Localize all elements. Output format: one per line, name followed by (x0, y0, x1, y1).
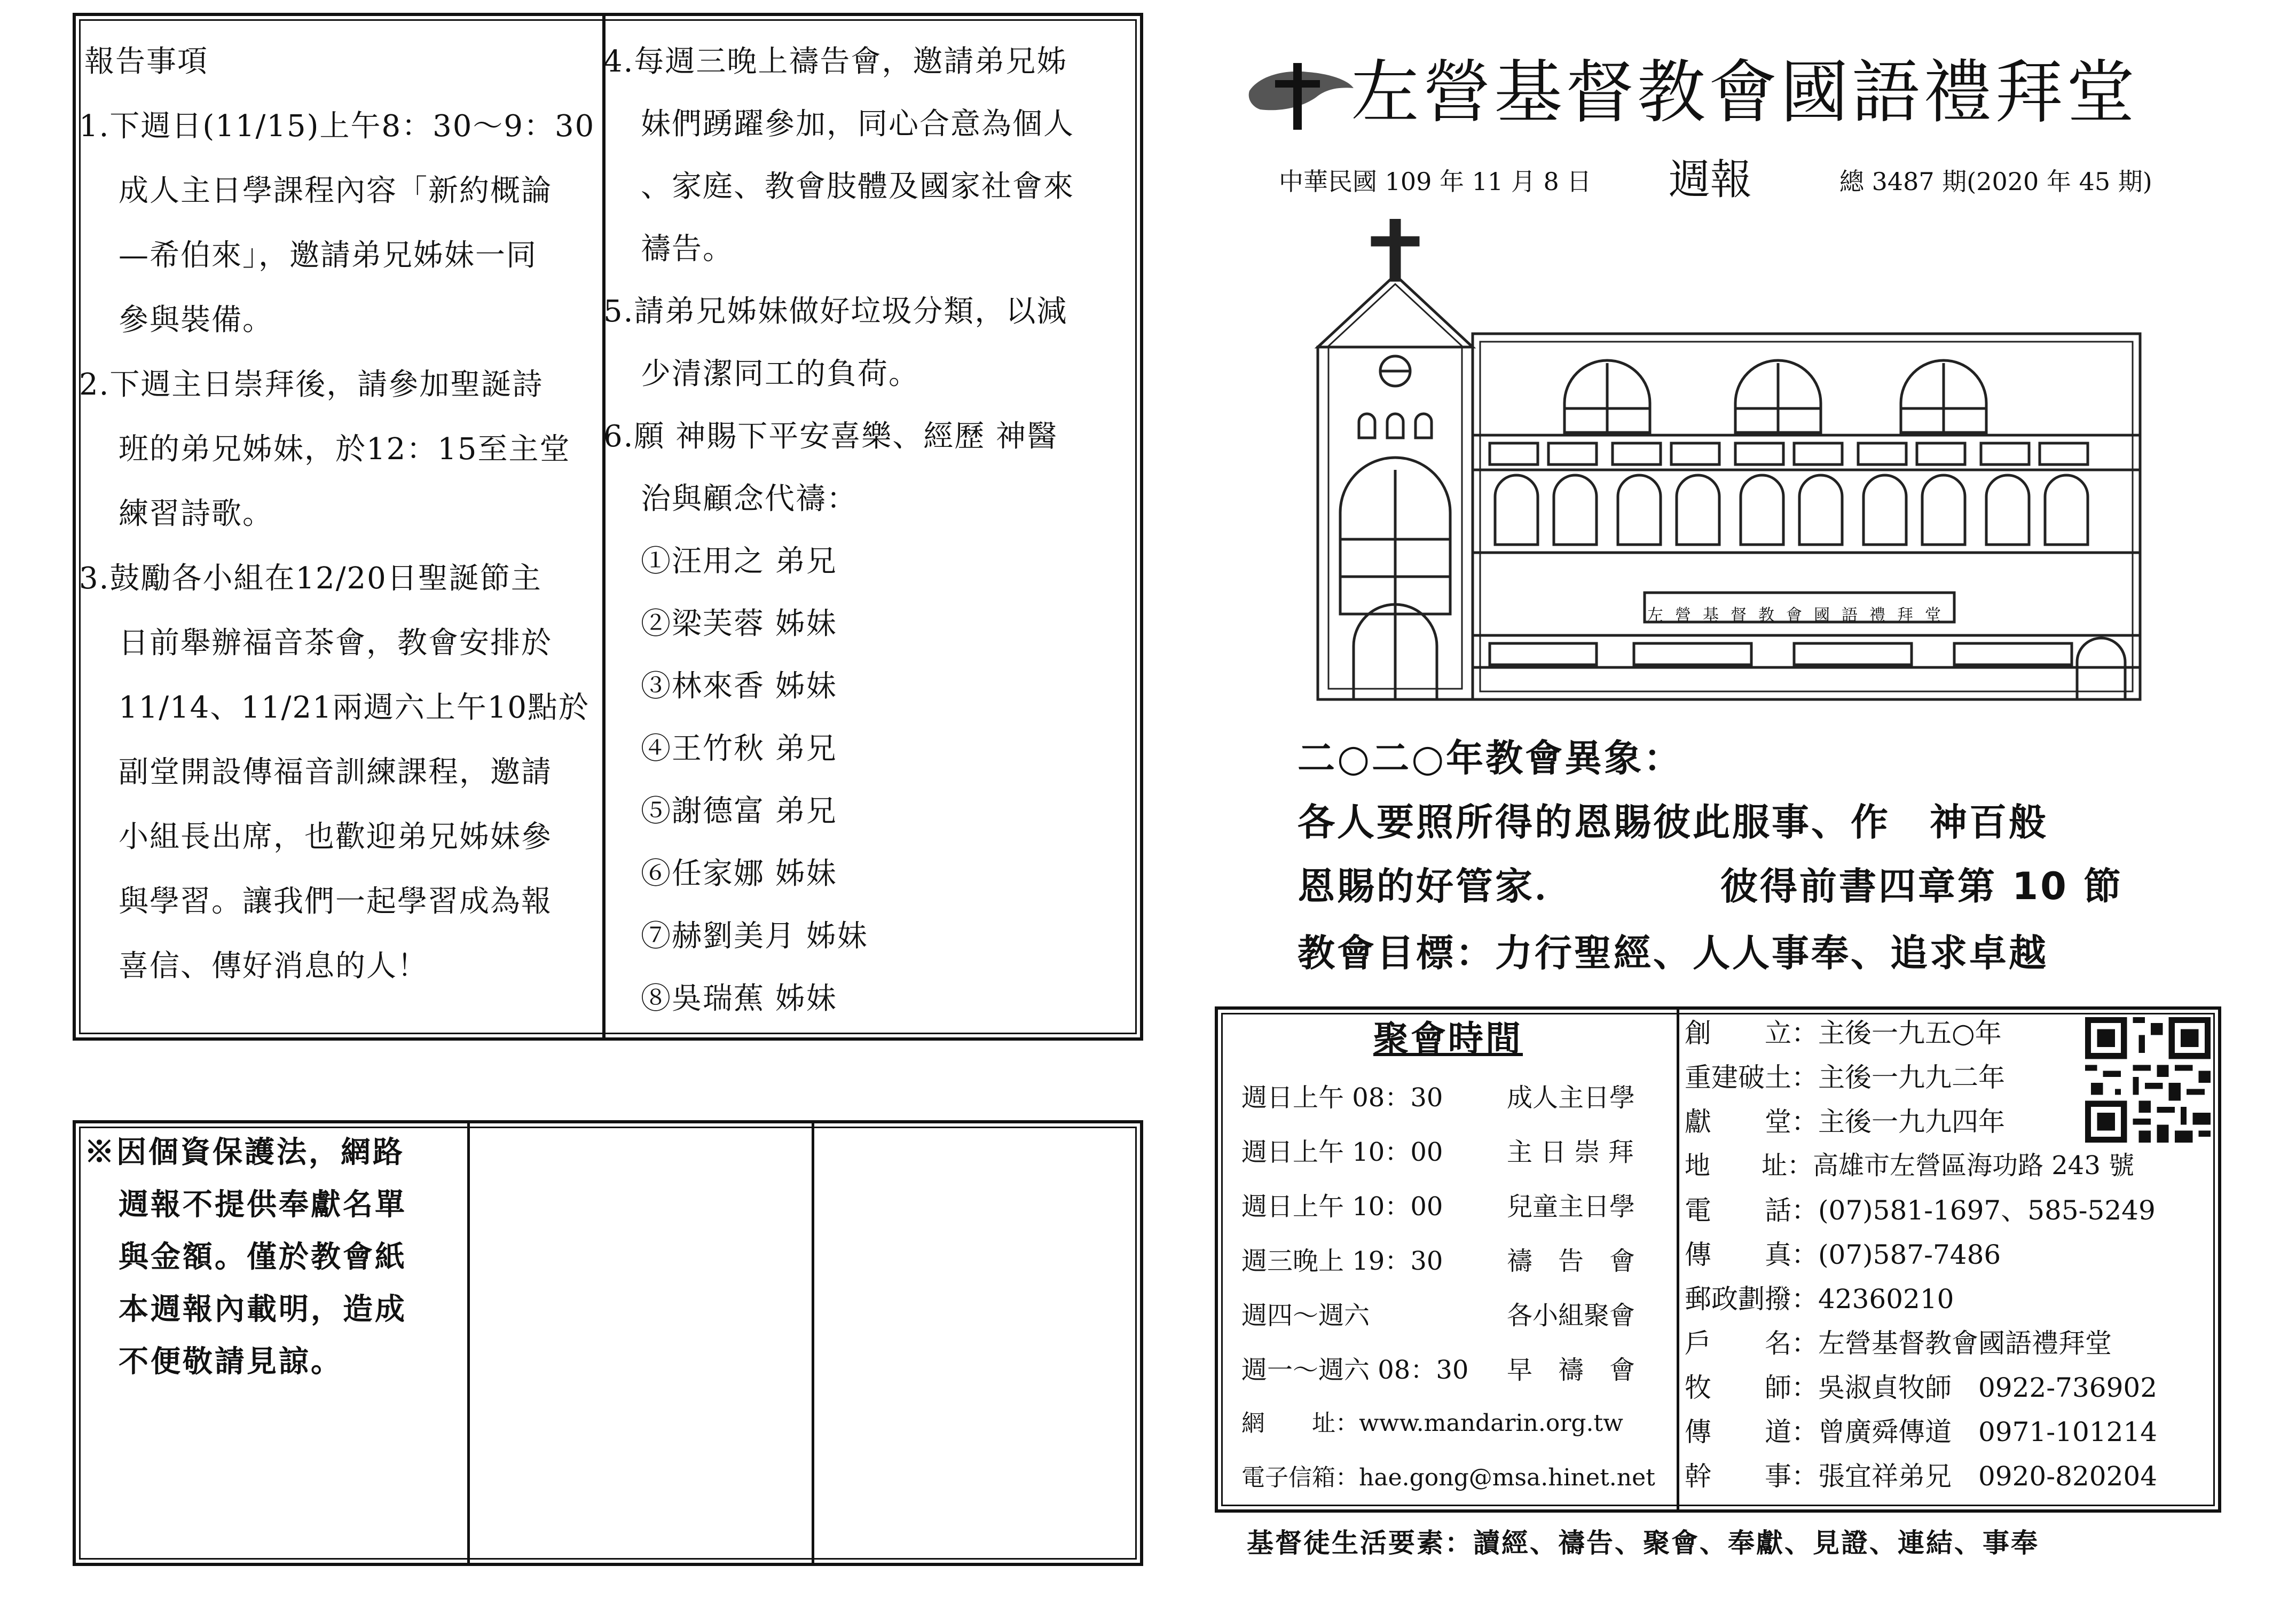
prayer-item: ②梁芙蓉 姊妹 (641, 607, 837, 641)
notice-line: 本週報內載明，造成 (119, 1292, 407, 1327)
meeting-time: 週四～週六 (1241, 1301, 1370, 1331)
bulletin-issue: 總 3487 期(2020 年 45 期) (1839, 167, 2152, 196)
church-goal: 教會目標：力行聖經、人人事奉、追求卓越 (1298, 931, 2048, 975)
church-info-line: 牧 師：吳淑貞牧師 0922-736902 (1685, 1372, 2158, 1403)
prayer-item: ⑧吳瑞蕉 姊妹 (641, 981, 837, 1016)
info-divider (1677, 1010, 1679, 1509)
meeting-time: 週日上午 08：30 (1241, 1083, 1443, 1113)
notice-line: 與金額。僅於教會紙 (119, 1239, 407, 1274)
church-info-line: 郵政劃撥：42360210 (1685, 1284, 1954, 1315)
meeting-event: 各小組聚會 (1507, 1301, 1635, 1331)
church-info-line: 電 話：(07)581-1697、585-5249 (1685, 1195, 2156, 1226)
vision-verse-line1: 各人要照所得的恩賜彼此服事、作 神百般 (1298, 800, 2048, 844)
website: 網 址：www.mandarin.org.tw (1241, 1410, 1623, 1437)
announcement-line: 練習詩歌。 (119, 497, 273, 531)
announcement-line: 少清潔同工的負荷。 (641, 357, 919, 391)
announcements-heading: 報告事項 (84, 44, 208, 79)
meeting-event: 早 禱 會 (1507, 1355, 1635, 1385)
notice-line: 不便敬請見諒。 (119, 1344, 343, 1379)
email: 電子信箱：hae.gong@msa.hinet.net (1241, 1464, 1655, 1491)
notice-column-divider (812, 1123, 814, 1563)
prayer-item: ④王竹秋 弟兄 (641, 731, 837, 766)
church-info-line: 獻 堂：主後一九九四年 (1685, 1106, 2005, 1137)
meeting-time: 週日上午 10：00 (1241, 1137, 1443, 1167)
announcement-line: 班的弟兄姊妹，於12：15至主堂 (119, 432, 571, 467)
church-logo-icon (1244, 59, 1356, 133)
meeting-event: 主 日 崇 拜 (1507, 1137, 1634, 1167)
prayer-item: ③林來香 姊妹 (641, 669, 837, 704)
notice-column-divider (467, 1123, 470, 1563)
announcement-line: 6.願 神賜下平安喜樂、經歷 神醫 (603, 419, 1058, 454)
meeting-event: 禱 告 會 (1507, 1246, 1635, 1276)
announcement-line: 日前舉辦福音茶會，教會安排於 (119, 626, 552, 660)
meeting-event: 成人主日學 (1507, 1083, 1635, 1113)
meeting-time: 週一～週六 08：30 (1241, 1355, 1469, 1385)
meeting-time: 週日上午 10：00 (1241, 1192, 1443, 1222)
announcement-line: 、家庭、教會肢體及國家社會來 (641, 169, 1074, 204)
church-info-line: 地 址：高雄市左營區海功路 243 號 (1685, 1151, 2135, 1181)
announcement-line: 治與顧念代禱： (641, 482, 858, 516)
meeting-time: 週三晚上 19：30 (1241, 1246, 1443, 1276)
church-info-line: 創 立：主後一九五○年 (1685, 1018, 2002, 1049)
notice-line: ※因個資保護法，網路 (84, 1135, 405, 1170)
building-sign-text: 左營基督教會國語禮拜堂 (1647, 606, 1953, 625)
announcement-line: 5.請弟兄姊妹做好垃圾分類，以減 (603, 294, 1068, 329)
announcement-line: 1.下週日(11/15)上午8：30～9：30 (79, 109, 595, 144)
announcement-line: 與學習。讓我們一起學習成為報 (119, 884, 552, 919)
church-info-line: 戶 名：左營基督教會國語禮拜堂 (1685, 1328, 2112, 1359)
prayer-item: ①汪用之 弟兄 (641, 544, 837, 579)
church-info-line: 重建破土：主後一九九二年 (1685, 1062, 2005, 1093)
church-info-line: 傳 道：曾廣舜傳道 0971-101214 (1685, 1417, 2158, 1447)
prayer-item: ⑤謝德富 弟兄 (641, 794, 837, 829)
bulletin-label: 週報 (1669, 156, 1752, 204)
prayer-item: ⑥任家娜 姊妹 (641, 856, 837, 891)
announcement-line: 2.下週主日崇拜後，請參加聖誕詩 (79, 367, 544, 402)
announcements-divider (602, 16, 606, 1037)
prayer-item: ⑦赫劉美月 姊妹 (641, 919, 868, 954)
church-building-illustration (1314, 219, 2146, 705)
announcement-line: 妹們踴躍參加，同心合意為個人 (641, 107, 1074, 141)
meeting-event: 兒童主日學 (1507, 1192, 1635, 1222)
announcement-line: 禱告。 (641, 232, 734, 266)
bulletin-date: 中華民國 109 年 11 月 8 日 (1279, 167, 1592, 196)
announcement-line: —希伯來」，邀請弟兄姊妹一同 (119, 238, 537, 273)
church-info-line: 傳 真：(07)587-7486 (1685, 1239, 2001, 1270)
church-info-line: 幹 事：張宜祥弟兄 0920-820204 (1685, 1461, 2158, 1492)
announcement-line: 3.鼓勵各小組在12/20日聖誕節主 (79, 561, 542, 596)
announcement-line: 副堂開設傳福音訓練課程，邀請 (119, 755, 552, 790)
announcement-line: 成人主日學課程內容「新約概論 (119, 174, 552, 208)
announcement-line: 小組長出席，也歡迎弟兄姊妹參 (119, 820, 552, 854)
notice-line: 週報不提供奉獻名單 (119, 1187, 407, 1222)
announcement-line: 11/14、11/21兩週六上午10點於 (119, 690, 590, 725)
qr-code-icon (2085, 1017, 2211, 1143)
announcement-line: 4.每週三晚上禱告會，邀請弟兄姊 (603, 44, 1068, 79)
meetings-heading: 聚會時間 (1373, 1018, 1523, 1059)
vision-reference: 彼得前書四章第 10 節 (1720, 864, 2124, 908)
church-title: 左營基督教會國語禮拜堂 (1351, 53, 2138, 132)
vision-verse-line2: 恩賜的好管家． (1298, 864, 1574, 908)
announcement-line: 參與裝備。 (119, 303, 273, 337)
announcement-line: 喜信、傳好消息的人！ (119, 949, 428, 983)
vision-heading: 二○二○年教會異象： (1298, 736, 1684, 780)
footer-motto: 基督徒生活要素：讀經、禱告、聚會、奉獻、見證、連結、事奉 (1247, 1528, 2039, 1559)
